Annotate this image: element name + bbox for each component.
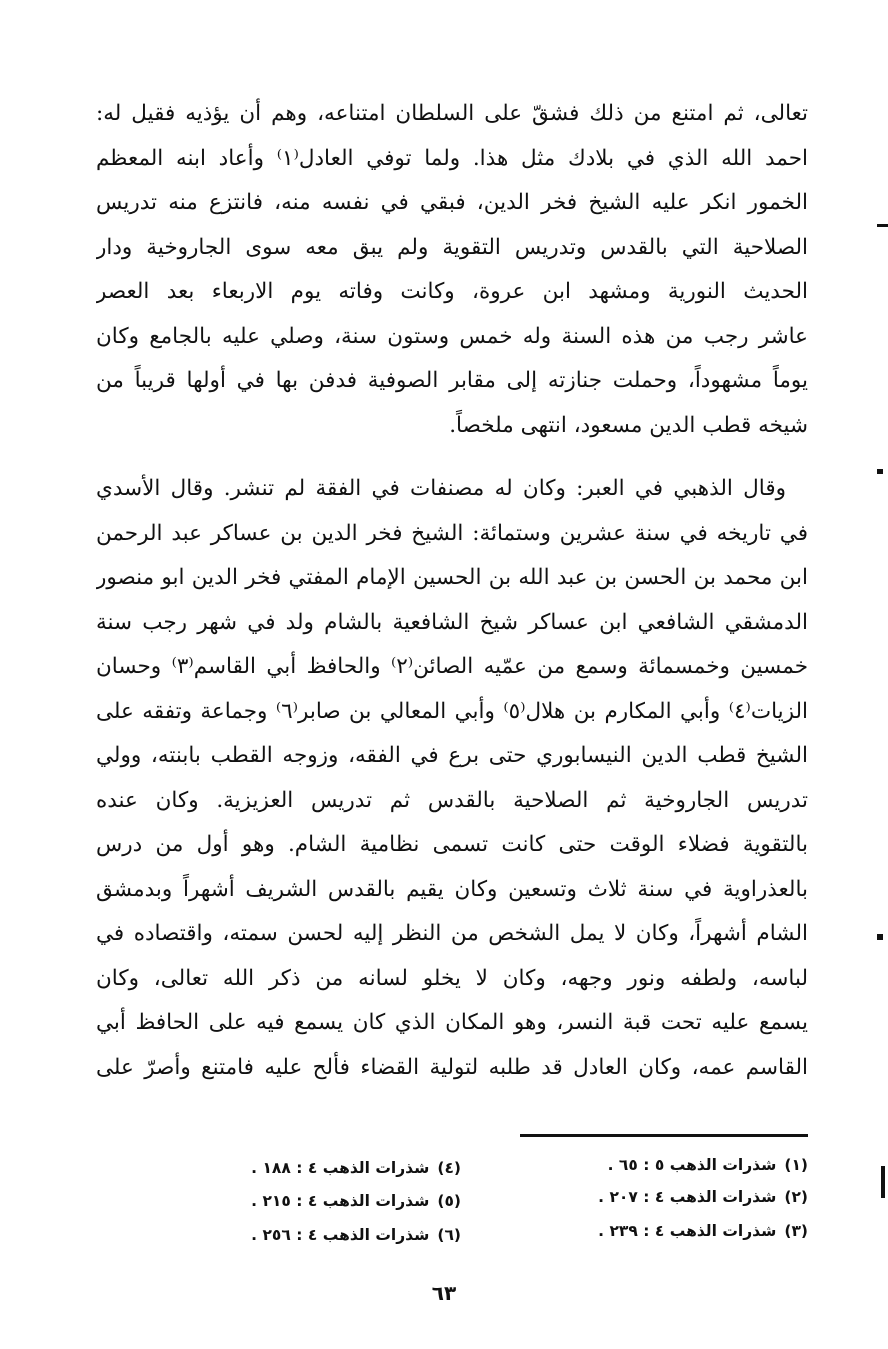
footnote-text: شذرات الذهب ٥ : ٦٥ . (607, 1156, 777, 1174)
text-line: وقال الذهبي في العبر: وكان له مصنفات في الفقة لم تنشر. وقال الأسدي (96, 476, 786, 501)
footnote-1 (608, 1155, 808, 1175)
scan-edge-mark (877, 469, 883, 474)
footnote-number: (١) (784, 1156, 808, 1174)
footnote-number: (٥) (437, 1192, 461, 1210)
scan-edge-mark (881, 1166, 885, 1198)
text-line: بالعذراوية في سنة ثلاث وتسعين وكان يقيم بالقدس الشريف أشهراً وبدمشق (96, 876, 808, 902)
text-line: الصلاحية التي بالقدس وتدريس التقوية ولم يبق معه سوى الجاروخية ودار (96, 234, 808, 260)
text-line: الحديث النورية ومشهد ابن عروة، وكانت وفاته يوم الاربعاء بعد العصر (96, 279, 808, 304)
text-line: الخمور انكر عليه الشيخ فخر الدين، فبقي في نفسه منه، فانتزع منه تدريس (96, 190, 808, 215)
footnote-number: (٢) (784, 1188, 808, 1206)
paragraph-1 (96, 92, 808, 448)
text-line: الشام أشهراً، وكان لا يمل الشخص من النظر إليه لحسن سمته، واقتصاده في (96, 921, 808, 946)
text-line: تدريس الجاروخية ثم الصلاحية بالقدس ثم تدريس العزيزية. وكان عنده (96, 787, 808, 813)
scan-edge-mark (877, 934, 883, 940)
text-line: تعالى، ثم امتنع من ذلك فشقّ على السلطان امتناعه، وهم أن يؤذيه فقيل له: (96, 101, 808, 126)
footnote-number: (٦) (437, 1226, 461, 1244)
footnote-number: (٣) (784, 1222, 808, 1240)
footnote-separator (520, 1134, 808, 1137)
footnote-3 (598, 1221, 808, 1241)
footnote-number: (٤) (437, 1159, 461, 1177)
footnote-5 (251, 1191, 461, 1211)
text-line: احمد الله الذي في بلادك مثل هذا. ولما توفي العادل⁽١⁾ وأعاد ابنه المعظم (96, 145, 808, 171)
paragraph-2 (96, 467, 808, 1090)
text-line: بالتقوية فضلاء الوقت حتى كانت تسمى نظامية الشام. وهو أول من درس (96, 832, 808, 857)
text-line: في تاريخه في سنة عشرين وستمائة: الشيخ فخر الدين بن عساكر عبد الرحمن (96, 520, 808, 546)
page-number: ٦٣ (431, 1281, 457, 1305)
text-line: لباسه، ولطفه ونور وجهه، وكان لا يخلو لسانه من ذكر الله تعالى، وكان (96, 965, 808, 991)
text-line: يوماً مشهوداً، وحملت جنازته إلى مقابر الصوفية فدفن بها في أولها قريباً من (96, 368, 808, 393)
text-line: القاسم عمه، وكان العادل قد طلبه لتولية القضاء فألح عليه فامتنع وأصرّ على (96, 1054, 808, 1080)
text-line: خمسين وخمسمائة وسمع من عمّيه الصائن⁽٢⁾ والحافظ أبي القاسم⁽٣⁾ وحسان (96, 654, 808, 679)
text-line: الدمشقي الشافعي ابن عساكر شيخ الشافعية بالشام ولد في شهر رجب سنة (96, 609, 808, 635)
footnote-text: شذرات الذهب ٤ : ٢١٥ . (251, 1192, 430, 1210)
footnote-text: شذرات الذهب ٤ : ٢٣٩ . (598, 1222, 777, 1240)
footnote-2 (598, 1187, 808, 1207)
text-line: عاشر رجب من هذه السنة وله خمس وستون سنة، وصلي عليه بالجامع وكان (96, 323, 808, 349)
footnote-6 (251, 1225, 461, 1245)
footnote-4 (251, 1158, 461, 1178)
scan-edge-mark (877, 224, 888, 227)
footnote-text: شذرات الذهب ٤ : ١٨٨ . (251, 1159, 430, 1177)
text-line: ابن محمد بن الحسن بن عبد الله بن الحسين الإمام المفتي فخر الدين ابو منصور (96, 565, 808, 590)
text-line: الزيات⁽٤⁾ وأبي المكارم بن هلال⁽٥⁾ وأبي المعالي بن صابر⁽٦⁾ وجماعة وتفقه على (96, 698, 808, 724)
text-line: الشيخ قطب الدين النيسابوري حتى برع في الفقه، وزوجه القطب بابنته، وولي (96, 743, 808, 768)
text-line: يسمع عليه تحت قبة النسر، وهو المكان الذي كان يسمع فيه على الحافظ أبي (96, 1010, 808, 1035)
footnote-text: شذرات الذهب ٤ : ٢٠٧ . (598, 1188, 777, 1206)
text-line: شيخه قطب الدين مسعود، انتهى ملخصاً. (449, 412, 808, 438)
footnote-text: شذرات الذهب ٤ : ٢٥٦ . (251, 1226, 430, 1244)
